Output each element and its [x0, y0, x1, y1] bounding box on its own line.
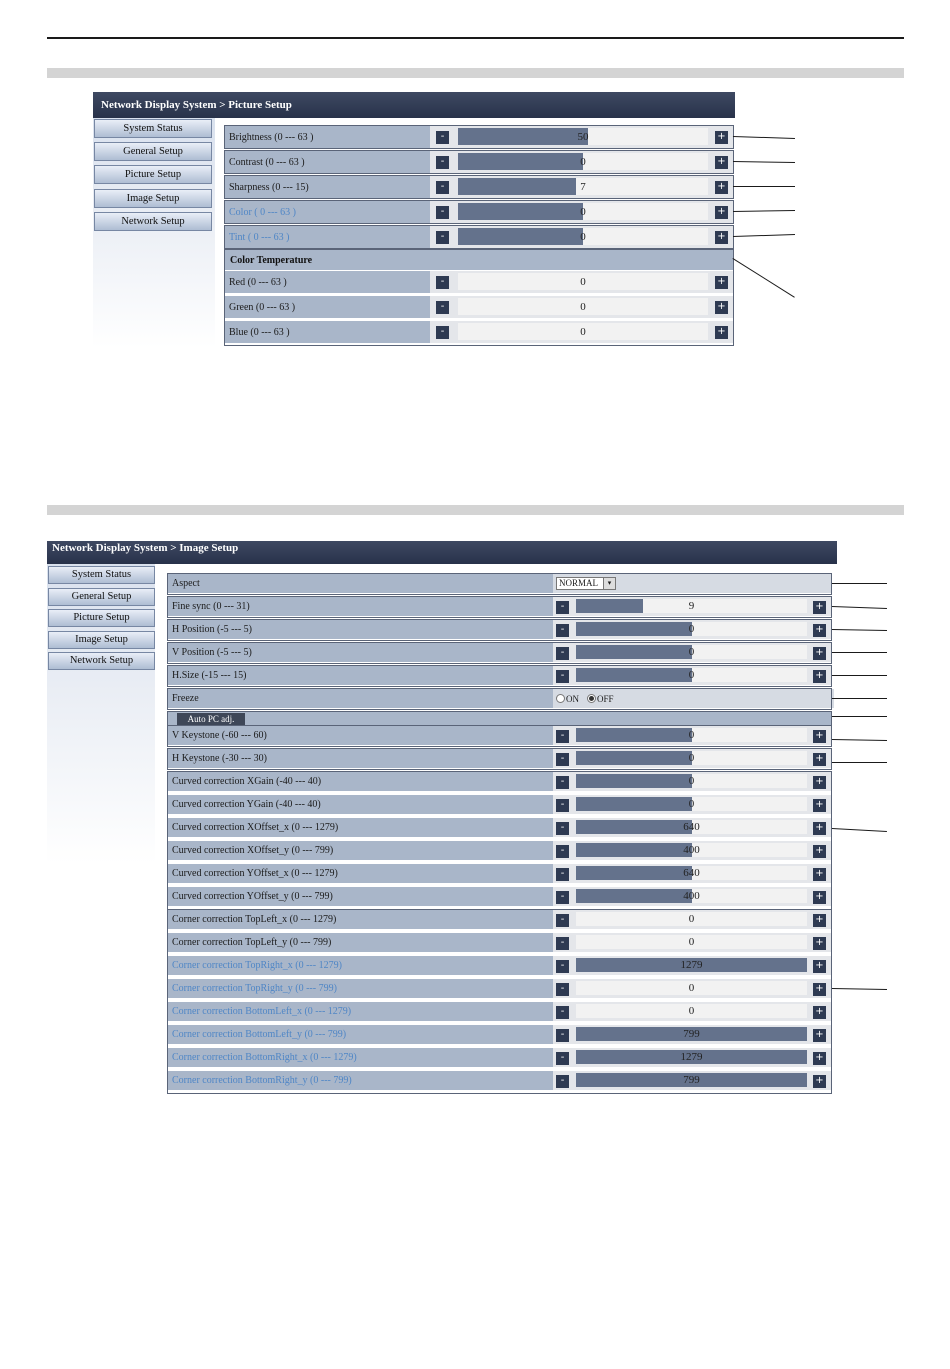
curved-xgain-row	[168, 772, 831, 792]
nav-network-setup-button[interactable]: Network Setup	[48, 652, 155, 670]
picture-sharpness-label: Sharpness (0 --- 15)	[229, 181, 309, 193]
curved-yoffset-x-label: Curved correction YOffset_x (0 --- 1279)	[172, 868, 338, 879]
picture-tint-slider[interactable]	[458, 228, 708, 245]
corner-bottomleft-x-label: Corner correction BottomLeft_x (0 --- 1279)	[172, 1006, 352, 1017]
picture-color-label: Color ( 0 --- 63 )	[229, 206, 296, 218]
picture-setup-title: Network Display System > Picture Setup	[93, 92, 735, 118]
picture-sharpness-row	[225, 176, 733, 199]
curved-xoffset-x-plus-button[interactable]: +	[813, 822, 826, 835]
freeze-off-label: OFF	[597, 693, 614, 704]
corner-topright-x-control	[553, 956, 831, 975]
corner-bottomright-y-value: 799	[683, 1074, 700, 1086]
image-h-position-minus-button[interactable]: -	[556, 624, 569, 637]
aspect-row	[168, 574, 831, 594]
nav-image-setup-button[interactable]: Image Setup	[48, 631, 155, 649]
picture-color-value: 0	[580, 205, 586, 218]
corner-bottomright-x-slider[interactable]	[576, 1050, 807, 1064]
freeze-on-radio[interactable]	[556, 694, 565, 703]
image-v-keystone-label: V Keystone (-60 --- 60)	[172, 730, 267, 741]
corner-topleft-y-value: 0	[688, 936, 695, 948]
image-h-keystone-plus-button[interactable]: +	[813, 753, 826, 766]
freeze-row	[168, 689, 831, 709]
curved-xoffset-x-label: Curved correction XOffset_x (0 --- 1279)	[172, 822, 339, 833]
callout-line	[732, 258, 795, 298]
curved-yoffset-x-row	[168, 864, 831, 884]
corner-bottomleft-y-row	[168, 1025, 831, 1045]
picture-sharpness-minus-button[interactable]: -	[436, 181, 449, 194]
curved-xoffset-y-slider[interactable]	[576, 843, 807, 857]
picture-contrast-value: 0	[580, 155, 586, 168]
picture-tint-label: Tint ( 0 --- 63 )	[229, 231, 290, 243]
picture-tint-control	[430, 226, 733, 248]
corner-bottomright-y-slider[interactable]	[576, 1073, 807, 1087]
color-temperature-heading: Color Temperature	[225, 250, 733, 270]
color-temp-green-row	[225, 296, 733, 319]
corner-topleft-x-control	[553, 910, 831, 929]
curved-xoffset-y-control	[553, 841, 831, 860]
callout-line	[832, 762, 887, 763]
image-setup-title: Network Display System > Image Setup	[47, 541, 837, 564]
corner-bottomleft-y-control	[553, 1025, 831, 1044]
callout-line	[832, 988, 887, 990]
color-temp-blue-value: 0	[580, 325, 586, 338]
color-temp-red-plus-button[interactable]: +	[715, 276, 728, 289]
picture-contrast-plus-button[interactable]: +	[715, 156, 728, 169]
corner-topright-y-control	[553, 979, 831, 998]
curved-ygain-label: Curved correction YGain (-40 --- 40)	[172, 799, 321, 810]
corner-topright-x-minus-button[interactable]: -	[556, 960, 569, 973]
nav-system-status-button[interactable]: System Status	[94, 119, 212, 138]
corner-topleft-x-row	[168, 910, 831, 930]
corner-bottomright-x-control	[553, 1048, 831, 1067]
corner-bottomleft-x-row	[168, 1002, 831, 1022]
image-v-position-slider[interactable]	[576, 645, 807, 659]
curved-yoffset-y-row	[168, 887, 831, 907]
curved-xgain-plus-button[interactable]: +	[813, 776, 826, 789]
nav-general-setup-button[interactable]: General Setup	[94, 142, 212, 161]
corner-topright-y-plus-button[interactable]: +	[813, 983, 826, 996]
curved-xoffset-y-label: Curved correction XOffset_y (0 --- 799)	[172, 845, 334, 856]
image-setup-panel	[47, 541, 837, 1093]
image-v-keystone-row	[168, 726, 831, 746]
corner-bottomright-y-plus-button[interactable]: +	[813, 1075, 826, 1088]
picture-brightness-slider[interactable]	[458, 128, 708, 145]
corner-topright-x-plus-button[interactable]: +	[813, 960, 826, 973]
curved-ygain-minus-button[interactable]: -	[556, 799, 569, 812]
picture-sharpness-slider[interactable]	[458, 178, 708, 195]
image-h-position-row	[168, 620, 831, 640]
picture-tint-value: 0	[580, 230, 586, 243]
corner-bottomright-y-row	[168, 1071, 831, 1091]
freeze-on-label: ON	[566, 693, 579, 704]
curved-yoffset-y-minus-button[interactable]: -	[556, 891, 569, 904]
image-h-keystone-slider[interactable]	[576, 751, 807, 765]
corner-bottomright-x-minus-button[interactable]: -	[556, 1052, 569, 1065]
image-h-position-slider[interactable]	[576, 622, 807, 636]
image-fine-sync-slider[interactable]	[576, 599, 807, 613]
callout-line	[832, 629, 887, 631]
image-h-size-value: 0	[688, 669, 695, 681]
callout-line	[733, 136, 795, 139]
curved-xgain-label: Curved correction XGain (-40 --- 40)	[172, 776, 322, 787]
corner-topright-y-value: 0	[688, 982, 695, 994]
color-temp-green-slider[interactable]	[458, 298, 708, 315]
curved-yoffset-x-control	[553, 864, 831, 883]
image-v-position-minus-button[interactable]: -	[556, 647, 569, 660]
corner-topleft-x-slider[interactable]	[576, 912, 807, 926]
top-rule	[47, 37, 904, 39]
corner-topright-x-row	[168, 956, 831, 976]
corner-topleft-x-minus-button[interactable]: -	[556, 914, 569, 927]
section-band-picture	[47, 68, 904, 78]
corner-bottomright-x-row	[168, 1048, 831, 1068]
image-h-keystone-control	[553, 749, 831, 768]
corner-topleft-y-label: Corner correction TopLeft_y (0 --- 799)	[172, 937, 332, 948]
corner-topright-x-slider[interactable]	[576, 958, 807, 972]
picture-contrast-row	[225, 151, 733, 174]
color-temp-green-value: 0	[580, 300, 586, 313]
freeze-off-radio[interactable]	[587, 694, 596, 703]
image-v-keystone-control	[553, 726, 831, 745]
callout-line	[832, 716, 887, 717]
nav-image-setup-button[interactable]: Image Setup	[94, 189, 212, 208]
corner-topleft-y-row	[168, 933, 831, 953]
curved-xoffset-y-value: 400	[683, 844, 700, 856]
aspect-label: Aspect	[172, 578, 200, 589]
corner-topleft-y-control	[553, 933, 831, 952]
callout-line	[832, 652, 887, 653]
image-h-position-label: H Position (-5 --- 5)	[172, 624, 252, 635]
picture-sharpness-control	[430, 176, 733, 198]
callout-line	[832, 828, 887, 832]
image-h-size-label: H.Size (-15 --- 15)	[172, 670, 247, 681]
image-h-position-value: 0	[688, 623, 695, 635]
callout-line	[733, 161, 795, 163]
color-temp-red-control	[430, 271, 733, 293]
corner-bottomleft-x-control	[553, 1002, 831, 1021]
color-temp-green-label: Green (0 --- 63 )	[229, 301, 296, 313]
callout-line	[832, 739, 887, 741]
curved-xoffset-x-row	[168, 818, 831, 838]
corner-topleft-y-minus-button[interactable]: -	[556, 937, 569, 950]
corner-bottomright-y-control	[553, 1071, 831, 1090]
picture-brightness-row	[225, 126, 733, 149]
color-temp-red-minus-button[interactable]: -	[436, 276, 449, 289]
picture-color-minus-button[interactable]: -	[436, 206, 449, 219]
callout-line	[832, 583, 887, 584]
corner-bottomleft-x-plus-button[interactable]: +	[813, 1006, 826, 1019]
curved-yoffset-y-plus-button[interactable]: +	[813, 891, 826, 904]
color-temp-green-minus-button[interactable]: -	[436, 301, 449, 314]
picture-brightness-value: 50	[577, 130, 589, 143]
curved-yoffset-x-plus-button[interactable]: +	[813, 868, 826, 881]
image-h-size-plus-button[interactable]: +	[813, 670, 826, 683]
curved-xgain-value: 0	[688, 775, 695, 787]
picture-color-slider[interactable]	[458, 203, 708, 220]
curved-ygain-plus-button[interactable]: +	[813, 799, 826, 812]
color-temp-green-plus-button[interactable]: +	[715, 301, 728, 314]
corner-bottomright-y-minus-button[interactable]: -	[556, 1075, 569, 1088]
corner-bottomright-y-label: Corner correction BottomRight_y (0 --- 799)	[172, 1075, 352, 1086]
curved-yoffset-x-value: 640	[683, 867, 700, 879]
curved-ygain-control	[553, 795, 831, 814]
curved-xoffset-x-minus-button[interactable]: -	[556, 822, 569, 835]
curved-xoffset-x-value: 640	[683, 821, 700, 833]
callout-line	[832, 606, 887, 609]
picture-contrast-control	[430, 151, 733, 173]
aspect-control	[553, 574, 831, 593]
image-h-keystone-minus-button[interactable]: -	[556, 753, 569, 766]
aspect-selected-value: NORMAL	[559, 578, 599, 588]
picture-sidebar	[93, 118, 215, 348]
corner-topright-y-minus-button[interactable]: -	[556, 983, 569, 996]
image-v-keystone-minus-button[interactable]: -	[556, 730, 569, 743]
freeze-label: Freeze	[172, 693, 199, 704]
curved-ygain-value: 0	[688, 798, 695, 810]
corner-bottomleft-x-minus-button[interactable]: -	[556, 1006, 569, 1019]
picture-brightness-plus-button[interactable]: +	[715, 131, 728, 144]
image-h-keystone-value: 0	[688, 752, 695, 764]
color-temp-red-value: 0	[580, 275, 586, 288]
image-v-position-plus-button[interactable]: +	[813, 647, 826, 660]
color-temp-blue-slider[interactable]	[458, 323, 708, 340]
color-temp-red-label: Red (0 --- 63 )	[229, 276, 287, 288]
corner-bottomleft-x-value: 0	[688, 1005, 695, 1017]
corner-bottomleft-y-label: Corner correction BottomLeft_y (0 --- 799)	[172, 1029, 347, 1040]
color-temp-red-slider[interactable]	[458, 273, 708, 290]
aspect-select[interactable]	[556, 577, 616, 590]
color-temp-green-control	[430, 296, 733, 318]
picture-tint-row	[225, 226, 733, 249]
color-temp-blue-control	[430, 321, 733, 343]
corner-bottomright-x-plus-button[interactable]: +	[813, 1052, 826, 1065]
corner-topright-y-row	[168, 979, 831, 999]
callout-line	[832, 675, 887, 676]
picture-brightness-label: Brightness (0 --- 63 )	[229, 131, 314, 143]
color-temp-red-row	[225, 271, 733, 294]
color-temp-blue-label: Blue (0 --- 63 )	[229, 326, 290, 338]
picture-tint-minus-button[interactable]: -	[436, 231, 449, 244]
corner-bottomleft-y-slider[interactable]	[576, 1027, 807, 1041]
callout-line	[832, 698, 887, 699]
curved-yoffset-y-value: 400	[683, 890, 700, 902]
image-fine-sync-value: 9	[688, 600, 695, 612]
image-h-size-row	[168, 666, 831, 686]
curved-ygain-slider[interactable]	[576, 797, 807, 811]
nav-picture-setup-button[interactable]: Picture Setup	[94, 165, 212, 184]
nav-network-setup-button[interactable]: Network Setup	[94, 212, 212, 231]
image-v-position-control	[553, 643, 831, 662]
image-h-keystone-label: H Keystone (-30 --- 30)	[172, 753, 267, 764]
corner-bottomleft-x-slider[interactable]	[576, 1004, 807, 1018]
corner-topright-y-slider[interactable]	[576, 981, 807, 995]
image-v-keystone-slider[interactable]	[576, 728, 807, 742]
image-h-size-slider[interactable]	[576, 668, 807, 682]
image-h-position-control	[553, 620, 831, 639]
corner-topleft-y-slider[interactable]	[576, 935, 807, 949]
curved-yoffset-x-minus-button[interactable]: -	[556, 868, 569, 881]
color-temp-blue-plus-button[interactable]: +	[715, 326, 728, 339]
picture-sharpness-value: 7	[580, 180, 586, 193]
image-fine-sync-label: Fine sync (0 --- 31)	[172, 601, 250, 612]
picture-brightness-minus-button[interactable]: -	[436, 131, 449, 144]
curved-yoffset-y-control	[553, 887, 831, 906]
corner-topright-x-label: Corner correction TopRight_x (0 --- 1279)	[172, 960, 342, 971]
curved-xoffset-x-control	[553, 818, 831, 837]
picture-setup-panel	[93, 92, 735, 348]
image-fine-sync-row	[168, 597, 831, 617]
corner-bottomleft-y-plus-button[interactable]: +	[813, 1029, 826, 1042]
corner-topright-y-label: Corner correction TopRight_y (0 --- 799)	[172, 983, 337, 994]
picture-brightness-control	[430, 126, 733, 148]
corner-topleft-x-label: Corner correction TopLeft_x (0 --- 1279)	[172, 914, 337, 925]
section-band-image	[47, 505, 904, 515]
picture-contrast-slider[interactable]	[458, 153, 708, 170]
picture-color-control	[430, 201, 733, 223]
auto-pc-adj-button[interactable]: Auto PC adj.	[177, 713, 245, 725]
chevron-down-icon[interactable]: ▾	[603, 578, 615, 589]
curved-yoffset-y-label: Curved correction YOffset_y (0 --- 799)	[172, 891, 333, 902]
image-v-keystone-plus-button[interactable]: +	[813, 730, 826, 743]
image-v-position-value: 0	[688, 646, 695, 658]
corner-topleft-x-plus-button[interactable]: +	[813, 914, 826, 927]
curved-xgain-minus-button[interactable]: -	[556, 776, 569, 789]
image-h-position-plus-button[interactable]: +	[813, 624, 826, 637]
callout-line	[733, 210, 795, 212]
nav-general-setup-button[interactable]: General Setup	[48, 588, 155, 606]
curved-xgain-control	[553, 772, 831, 791]
picture-color-plus-button[interactable]: +	[715, 206, 728, 219]
curved-xgain-slider[interactable]	[576, 774, 807, 788]
freeze-control	[553, 689, 834, 708]
curved-ygain-row	[168, 795, 831, 815]
color-temp-blue-minus-button[interactable]: -	[436, 326, 449, 339]
image-v-keystone-value: 0	[688, 729, 695, 741]
corner-bottomleft-y-value: 799	[683, 1028, 700, 1040]
curved-xoffset-y-minus-button[interactable]: -	[556, 845, 569, 858]
callout-line	[733, 234, 795, 237]
corner-bottomleft-y-minus-button[interactable]: -	[556, 1029, 569, 1042]
picture-sharpness-plus-button[interactable]: +	[715, 181, 728, 194]
callout-line	[733, 186, 795, 187]
corner-topright-x-value: 1279	[680, 959, 703, 971]
corner-topleft-y-plus-button[interactable]: +	[813, 937, 826, 950]
curved-yoffset-x-slider[interactable]	[576, 866, 807, 880]
picture-color-row	[225, 201, 733, 224]
picture-contrast-label: Contrast (0 --- 63 )	[229, 156, 305, 168]
image-fine-sync-plus-button[interactable]: +	[813, 601, 826, 614]
curved-yoffset-y-slider[interactable]	[576, 889, 807, 903]
corner-topleft-x-value: 0	[688, 913, 695, 925]
nav-picture-setup-button[interactable]: Picture Setup	[48, 609, 155, 627]
nav-system-status-button[interactable]: System Status	[48, 566, 155, 584]
corner-bottomright-x-label: Corner correction BottomRight_x (0 --- 1279)	[172, 1052, 357, 1063]
image-v-position-row	[168, 643, 831, 663]
image-h-size-control	[553, 666, 831, 685]
picture-tint-plus-button[interactable]: +	[715, 231, 728, 244]
image-fine-sync-control	[553, 597, 831, 616]
image-v-position-label: V Position (-5 --- 5)	[172, 647, 252, 658]
image-h-keystone-row	[168, 749, 831, 769]
image-fine-sync-minus-button[interactable]: -	[556, 601, 569, 614]
curved-xoffset-x-slider[interactable]	[576, 820, 807, 834]
image-h-size-minus-button[interactable]: -	[556, 670, 569, 683]
auto-pc-row	[168, 712, 831, 726]
picture-contrast-minus-button[interactable]: -	[436, 156, 449, 169]
curved-xoffset-y-row	[168, 841, 831, 861]
image-sidebar	[47, 564, 155, 864]
color-temp-blue-row	[225, 321, 733, 344]
corner-bottomright-x-value: 1279	[680, 1051, 703, 1063]
curved-xoffset-y-plus-button[interactable]: +	[813, 845, 826, 858]
